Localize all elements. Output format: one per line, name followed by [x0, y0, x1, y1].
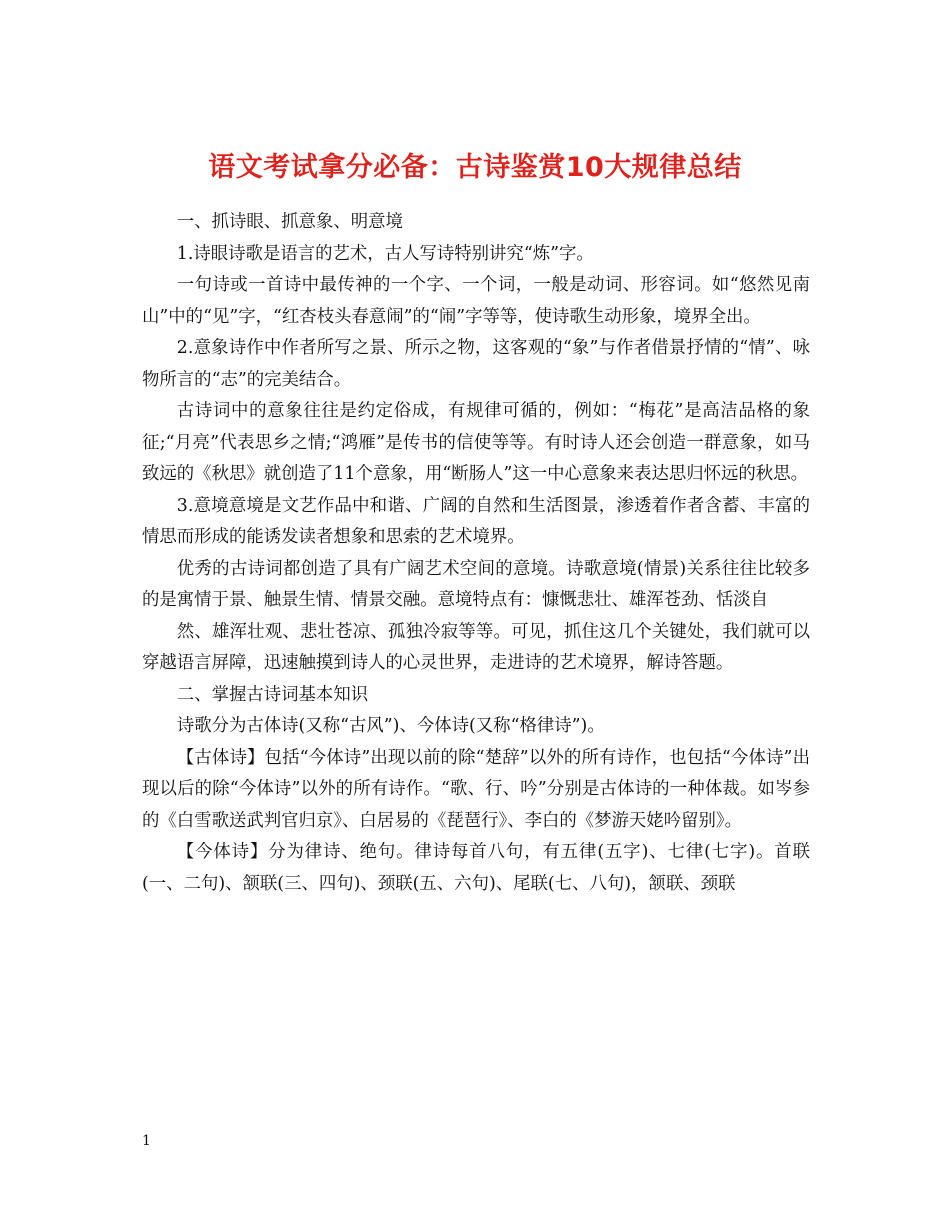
body-paragraph: 优秀的古诗词都创造了具有广阔艺术空间的意境。诗歌意境(情景)关系往往比较多的是寓情于景、触景生情、情景交融。意境特点有：慷慨悲壮、雄浑苍劲、恬淡自: [142, 558, 810, 610]
page-number: 1: [142, 1133, 151, 1149]
page-title: 语文考试拿分必备：古诗鉴赏10大规律总结: [208, 152, 742, 184]
body-paragraph: 二、掌握古诗词基本知识: [176, 684, 369, 705]
body-paragraph: 古诗词中的意象往往是约定俗成，有规律可循的，例如：“梅花”是高洁品格的象征;“月亮”代表思乡之情;“鸿雁”是传书的信使等等。有时诗人还会创造一群意象，如马致远的《秋思》就创造了11个意象，用“断肠人”这一中心意象来表达思归怀远的秋思。: [142, 401, 810, 484]
body-paragraph: 【今体诗】分为律诗、绝句。律诗每首八句，有五律(五字)、七律(七字)。首联(一、二句)、颔联(三、四句)、颈联(五、六句)、尾联(七、八句)，颔联、颈联: [142, 842, 810, 894]
body-paragraph: 诗歌分为古体诗(又称“古风”)、今体诗(又称“格律诗”)。: [176, 716, 605, 736]
body-paragraph: 然、雄浑壮观、悲壮苍凉、孤独冷寂等等。可见，抓住这几个关键处，我们就可以穿越语言屏障，迅速触摸到诗人的心灵世界，走进诗的艺术境界，解诗答题。: [142, 621, 810, 673]
body-paragraph: 2.意象诗作中作者所写之景、所示之物，这客观的“象”与作者借景抒情的“情”、咏物所言的“志”的完美结合。: [142, 338, 810, 390]
body-paragraph: 3.意境意境是文艺作品中和谐、广阔的自然和生活图景，渗透着作者含蓄、丰富的情思而形成的能诱发读者想象和思索的艺术境界。: [142, 495, 810, 547]
body-paragraph: 1.诗眼诗歌是语言的艺术，古人写诗特别讲究“炼”字。: [176, 243, 594, 264]
body-paragraph: 一句诗或一首诗中最传神的一个字、一个词，一般是动词、形容词。如“悠然见南山”中的“见”字，“红杏枝头春意闹”的“闹”字等等，使诗歌生动形象，境界全出。: [142, 275, 810, 327]
body-paragraph: 一、抓诗眼、抓意象、明意境: [176, 212, 403, 232]
document-body: [142, 207, 810, 900]
body-paragraph: 【古体诗】包括“今体诗”出现以前的除“楚辞”以外的所有诗作，也包括“今体诗”出现以后的除“今体诗”以外的所有诗作。“歌、行、吟”分别是古体诗的一种体裁。如岑参的《白雪歌送武判官归京》、白居易的《琵琶行》、李白的《梦游天姥吟留别》。: [142, 747, 810, 831]
